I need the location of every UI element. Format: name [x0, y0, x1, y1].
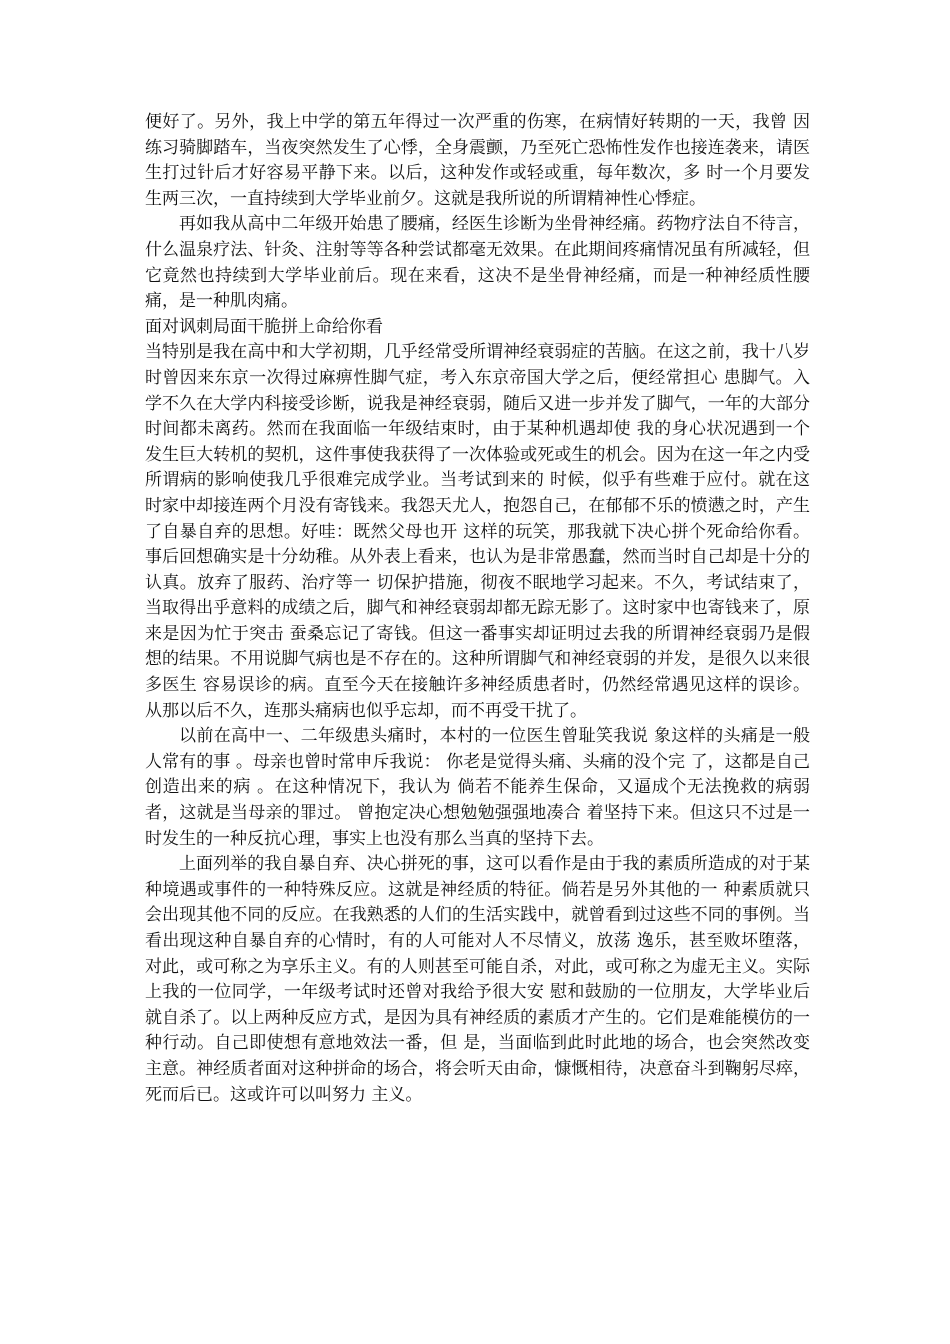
paragraph-5: 上面列举的我自暴自弃、决心拼死的事，这可以看作是由于我的素质所造成的对于某种境遇或事件的一种特殊反应。这就是神经质的特征。倘若是另外其他的一 种素质就只会出现其他不同的反应。在我熟悉的人们的生活实践中，就曾看到过这些不同的事例。当看出现这种自暴自弃的心情时，有的人可能对人不尽情义，放荡 逸乐，甚至败坏堕落，对此，或可称之为享乐主义。有的人则甚至可能自杀，对此，或可称之为虚无主义。实际上我的一位同学，一年级考试时还曾对我给予很大安 慰和鼓励的一位朋友，大学毕业后就自杀了。以上两种反应方式，是因为具有神经质的素质才产生的。它们是难能模仿的一种行动。自己即使想有意地效法一番，但 是，当面临到此时此地的场合，也会突然改变主意。神经质者面对这种拼命的场合，将会听天由命，慷慨相待，决意奋斗到鞠躬尽瘁，死而后已。这或许可以叫努力 主义。 [145, 854, 810, 1105]
paragraph-1: 便好了。另外，我上中学的第五年得过一次严重的伤寒，在病情好转期的一天，我曾 因练习骑脚踏车，当夜突然发生了心悸，全身震颤，乃至死亡恐怖性发作也接连袭来，请医生打过针后才好容易平静下来。以后，这种发作或轻或重，每年数次，多 时一个月要发生两三次，一直持续到大学毕业前夕。这就是我所说的所谓精神性心悸症。 [145, 112, 810, 209]
paragraph-3: 当特别是我在高中和大学初期，几乎经常受所谓神经衰弱症的苦脑。在这之前，我十八岁时曾因来东京一次得过麻痹性脚气症，考入东京帝国大学之后，便经常担心 患脚气。入学不久在大学内科接受诊断，说我是神经衰弱，随后又进一步并发了脚气，一年的大部分时间都未离药。然而在我面临一年级结束时，由于某种机遇却使 我的身心状况遇到一个发生巨大转机的契机，这件事使我获得了一次体验或死或生的机会。因为在这一年之内受所谓病的影响使我几乎很难完成学业。当考试到来的 时候，似乎有些难于应付。就在这时家中却接连两个月没有寄钱来。我怨天尤人，抱怨自己，在郁郁不乐的愤懑之时，产生了自暴自弃的思想。好哇：既然父母也开 这样的玩笑，那我就下决心拼个死命给你看。事后回想确实是十分幼稚。从外表上看来，也认为是非常愚蠢，然而当时自己却是十分的认真。放弃了服药、治疗等一 切保护措施，彻夜不眠地学习起来。不久，考试结束了，当取得出乎意料的成绩之后，脚气和神经衰弱却都无踪无影了。这时家中也寄钱来了，原来是因为忙于突击 蚕桑忘记了寄钱。但这一番事实却证明过去我的所谓神经衰弱乃是假想的结果。不用说脚气病也是不存在的。这种所谓脚气和神经衰弱的并发，是很久以来很多医生 容易误诊的病。直至今天在接触许多神经质患者时，仍然经常遇见这样的误诊。从那以后不久，连那头痛病也似乎忘却，而不再受干扰了。 [145, 342, 810, 721]
section-heading: 面对讽刺局面干脆拼上命给你看 [145, 316, 383, 337]
paragraph-2: 再如我从高中二年级开始患了腰痛，经医生诊断为坐骨神经痛。药物疗法自不待言，什么温泉疗法、针灸、注射等等各种尝试都毫无效果。在此期间疼痛情况虽有所减轻，但它竟然也持续到大学毕业前后。现在来看，这决不是坐骨神经痛，而是一种神经质性腰痛，是一种肌肉痛。 [145, 214, 810, 312]
document-body [145, 110, 810, 1108]
paragraph-4: 以前在高中一、二年级患头痛时，本村的一位医生曾耻笑我说 象这样的头痛是一般人常有的事 。母亲也曾时常申斥我说： 你老是觉得头痛、头痛的没个完 了，这都是自己创造出来的病 。在这种情况下，我认为 倘若不能养生保命，又逼成个无法挽救的病弱者，这就是当母亲的罪过。 曾抱定决心想勉勉强强地凑合 着坚持下来。但这只不过是一时发生的一种反抗心理，事实上也没有那么当真的坚持下去。 [145, 726, 810, 849]
